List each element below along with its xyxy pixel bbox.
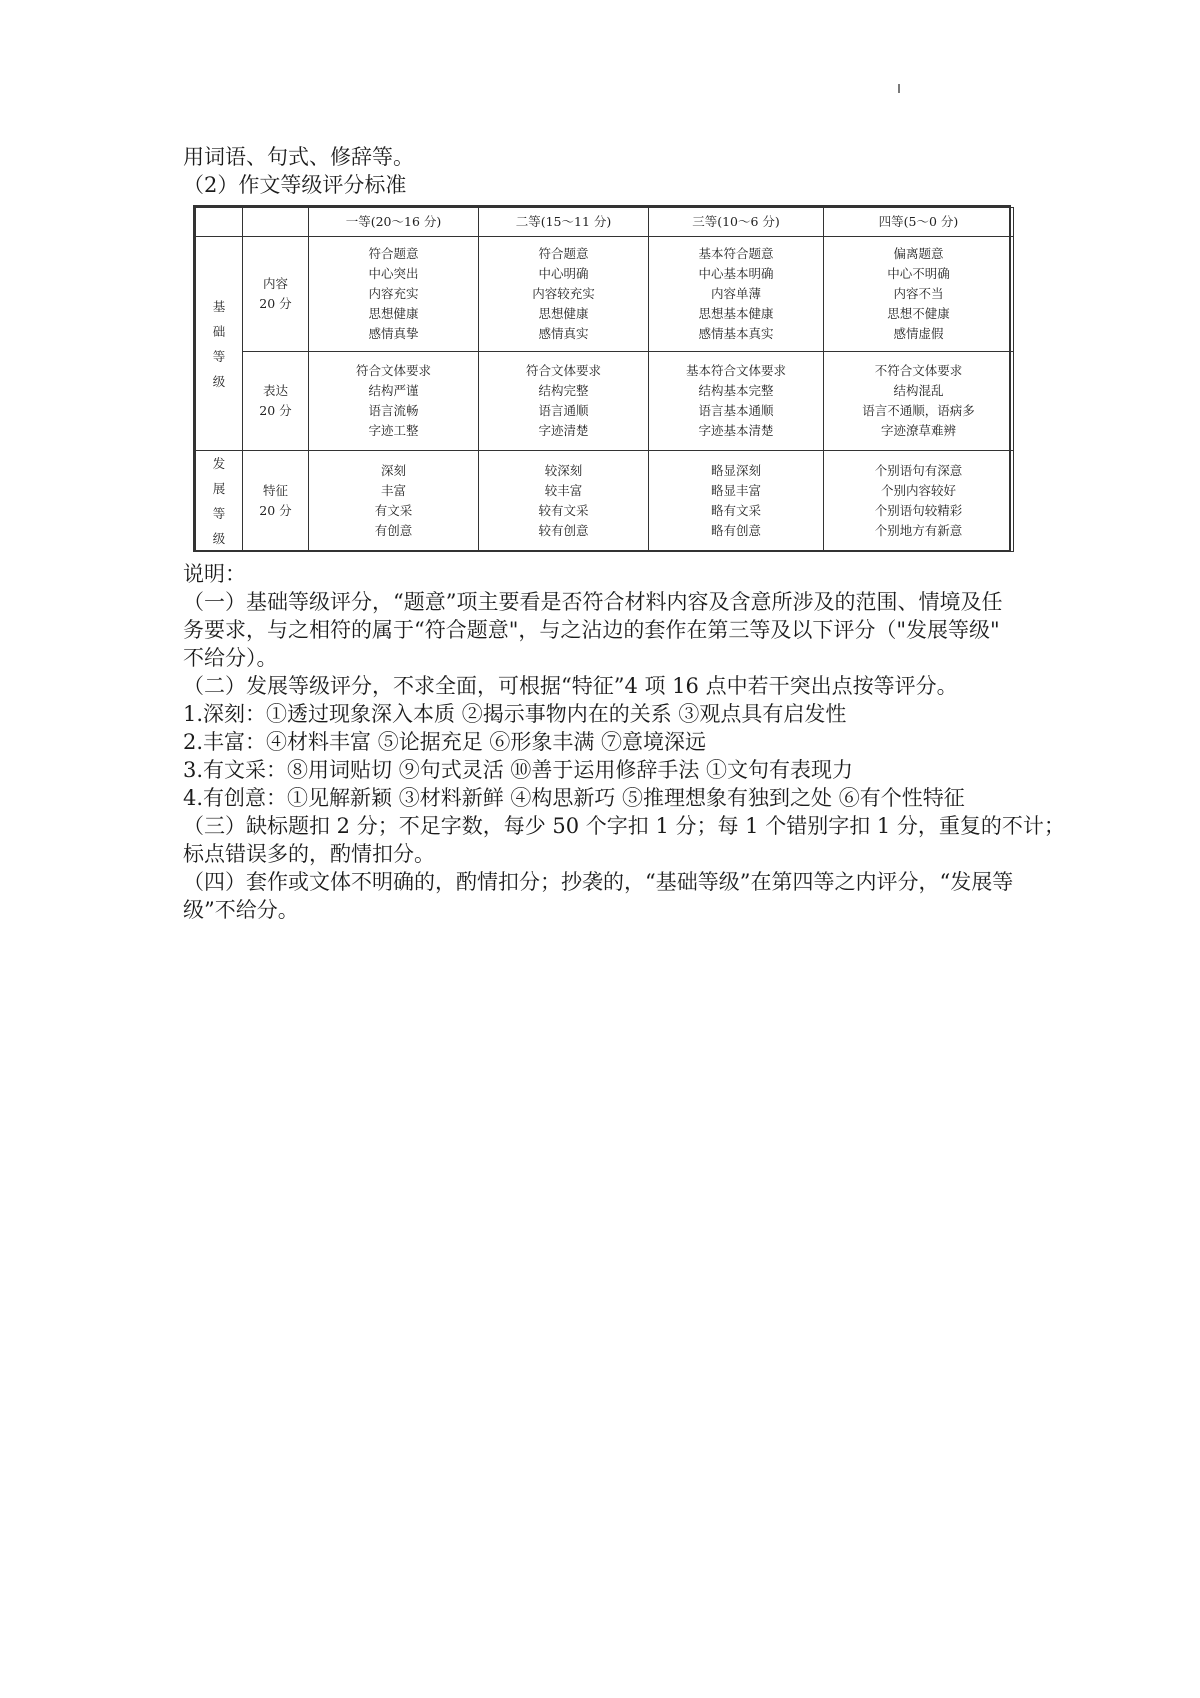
- cell-line: 语言不通顺，语病多: [862, 403, 975, 418]
- cell-line: 思想健康: [368, 306, 419, 321]
- cell-line: 略显深刻: [710, 463, 761, 478]
- cell-line: 基本符合题意: [698, 246, 774, 261]
- table-cell: [309, 451, 479, 552]
- group-label-dev: 发展等级: [212, 456, 226, 546]
- note-4a: （四）套作或文体不明确的，酌情扣分；抄袭的，“基础等级”在第四等之内评分，“发展等: [183, 870, 1014, 894]
- row-points: 20 分: [259, 296, 292, 311]
- cell-line: 个别语句较精彩: [874, 503, 963, 518]
- group-cell-basic: [196, 237, 243, 451]
- table-cell: [824, 237, 1014, 352]
- section-title: （2）作文等级评分标准: [183, 173, 407, 197]
- table-row: [196, 352, 1014, 451]
- cell-line: 字迹潦草难辨: [880, 423, 956, 438]
- cell-line: 个别语句有深意: [874, 463, 963, 478]
- note-3b: 标点错误多的，酌情扣分。: [183, 842, 435, 866]
- detail-1: 1.深刻：①透过现象深入本质 ②揭示事物内在的关系 ③观点具有启发性: [183, 702, 847, 726]
- header-cell: [243, 208, 309, 237]
- detail-2: 2.丰富：④材料丰富 ⑤论据充足 ⑥形象丰满 ⑦意境深远: [183, 730, 707, 754]
- table-row: [196, 237, 1014, 352]
- cell-line: 感情基本真实: [698, 326, 774, 341]
- page-mark: [898, 84, 900, 93]
- cell-line: 略有文采: [710, 503, 761, 518]
- cell-line: 符合题意: [538, 246, 589, 261]
- cell-line: 字迹工整: [368, 423, 419, 438]
- cell-line: 语言基本通顺: [698, 403, 774, 418]
- table-cell: [479, 451, 649, 552]
- cell-line: 中心基本明确: [698, 266, 774, 281]
- table-cell: [309, 237, 479, 352]
- group-cell-dev: [196, 451, 243, 552]
- intro-line: 用词语、句式、修辞等。: [183, 145, 414, 169]
- cell-line: 有文采: [374, 503, 413, 518]
- cell-line: 略有创意: [710, 523, 761, 538]
- cell-line: 内容单薄: [710, 286, 761, 301]
- table-cell: [649, 352, 824, 451]
- cell-line: 符合文体要求: [355, 363, 431, 378]
- cell-line: 感情真实: [538, 326, 589, 341]
- note-1b: 务要求，与之相符的属于“符合题意"，与之沾边的套作在第三等及以下评分（"发展等级": [183, 618, 1000, 642]
- cell-line: 内容充实: [368, 286, 419, 301]
- header-cell-grade-4: 四等(5～0 分): [824, 208, 1014, 237]
- cell-line: 略显丰富: [710, 483, 761, 498]
- table-row: [196, 451, 1014, 552]
- cell-line: 丰富: [380, 483, 406, 498]
- cell-line: 符合文体要求: [525, 363, 601, 378]
- row-label: 内容: [262, 276, 288, 291]
- cell-line: 感情虚假: [893, 326, 944, 341]
- detail-3: 3.有文采：⑧用词贴切 ⑨句式灵活 ⑩善于运用修辞手法 ①文句有表现力: [183, 758, 854, 782]
- cell-line: 思想基本健康: [698, 306, 774, 321]
- cell-line: 偏离题意: [893, 246, 944, 261]
- row-label-cell: [243, 237, 309, 352]
- row-points: 20 分: [259, 503, 292, 518]
- row-label-cell: [243, 451, 309, 552]
- cell-line: 较丰富: [544, 483, 583, 498]
- row-points: 20 分: [259, 403, 292, 418]
- cell-line: 较有创意: [538, 523, 589, 538]
- table-cell: [649, 451, 824, 552]
- cell-line: 符合题意: [368, 246, 419, 261]
- table-cell: [479, 352, 649, 451]
- cell-line: 有创意: [374, 523, 413, 538]
- header-cell: [196, 208, 243, 237]
- cell-line: 深刻: [380, 463, 406, 478]
- cell-line: 个别内容较好: [880, 483, 956, 498]
- rubric-table: [193, 205, 1011, 552]
- cell-line: 中心不明确: [887, 266, 950, 281]
- cell-line: 字迹清楚: [538, 423, 589, 438]
- detail-4: 4.有创意：①见解新颖 ③材料新鲜 ④构思新巧 ⑤推理想象有独到之处 ⑥有个性特征: [183, 786, 965, 810]
- table-header-row: [196, 208, 1014, 237]
- table-cell: [824, 451, 1014, 552]
- cell-line: 较深刻: [544, 463, 583, 478]
- cell-line: 基本符合文体要求: [685, 363, 786, 378]
- cell-line: 感情真挚: [368, 326, 419, 341]
- cell-line: 内容较充实: [532, 286, 595, 301]
- note-1c: 不给分）。: [183, 646, 278, 670]
- cell-line: 中心明确: [538, 266, 589, 281]
- cell-line: 语言流畅: [368, 403, 419, 418]
- cell-line: 中心突出: [368, 266, 419, 281]
- cell-line: 思想不健康: [887, 306, 950, 321]
- cell-line: 个别地方有新意: [874, 523, 963, 538]
- row-label: 特征: [262, 483, 288, 498]
- header-cell-grade-2: 二等(15～11 分): [479, 208, 649, 237]
- group-label-basic: 基础等级: [212, 298, 226, 389]
- cell-line: 思想健康: [538, 306, 589, 321]
- header-cell-grade-3: 三等(10～6 分): [649, 208, 824, 237]
- row-label: 表达: [262, 383, 288, 398]
- note-1a: （一）基础等级评分，“题意”项主要看是否符合材料内容及含意所涉及的范围、情境及任: [183, 590, 1003, 614]
- note-3a: （三）缺标题扣 2 分；不足字数，每少 50 个字扣 1 分；每 1 个错别字扣 1 分，重复的不计；: [183, 814, 1065, 838]
- cell-line: 内容不当: [893, 286, 944, 301]
- cell-line: 结构严谨: [368, 383, 419, 398]
- cell-line: 不符合文体要求: [874, 363, 963, 378]
- cell-line: 结构完整: [538, 383, 589, 398]
- cell-line: 较有文采: [538, 503, 589, 518]
- cell-line: 结构基本完整: [698, 383, 774, 398]
- note-4b: 级”不给分。: [183, 898, 299, 922]
- cell-line: 结构混乱: [893, 383, 944, 398]
- table-cell: [824, 352, 1014, 451]
- note-2: （二）发展等级评分，不求全面，可根据“特征”4 项 16 点中若干突出点按等评分。: [183, 674, 958, 698]
- row-label-cell: [243, 352, 309, 451]
- cell-line: 字迹基本清楚: [698, 423, 774, 438]
- table-cell: [479, 237, 649, 352]
- header-cell-grade-1: 一等(20～16 分): [309, 208, 479, 237]
- table-cell: [649, 237, 824, 352]
- notes-label: 说明：: [183, 562, 246, 586]
- table-cell: [309, 352, 479, 451]
- cell-line: 语言通顺: [538, 403, 589, 418]
